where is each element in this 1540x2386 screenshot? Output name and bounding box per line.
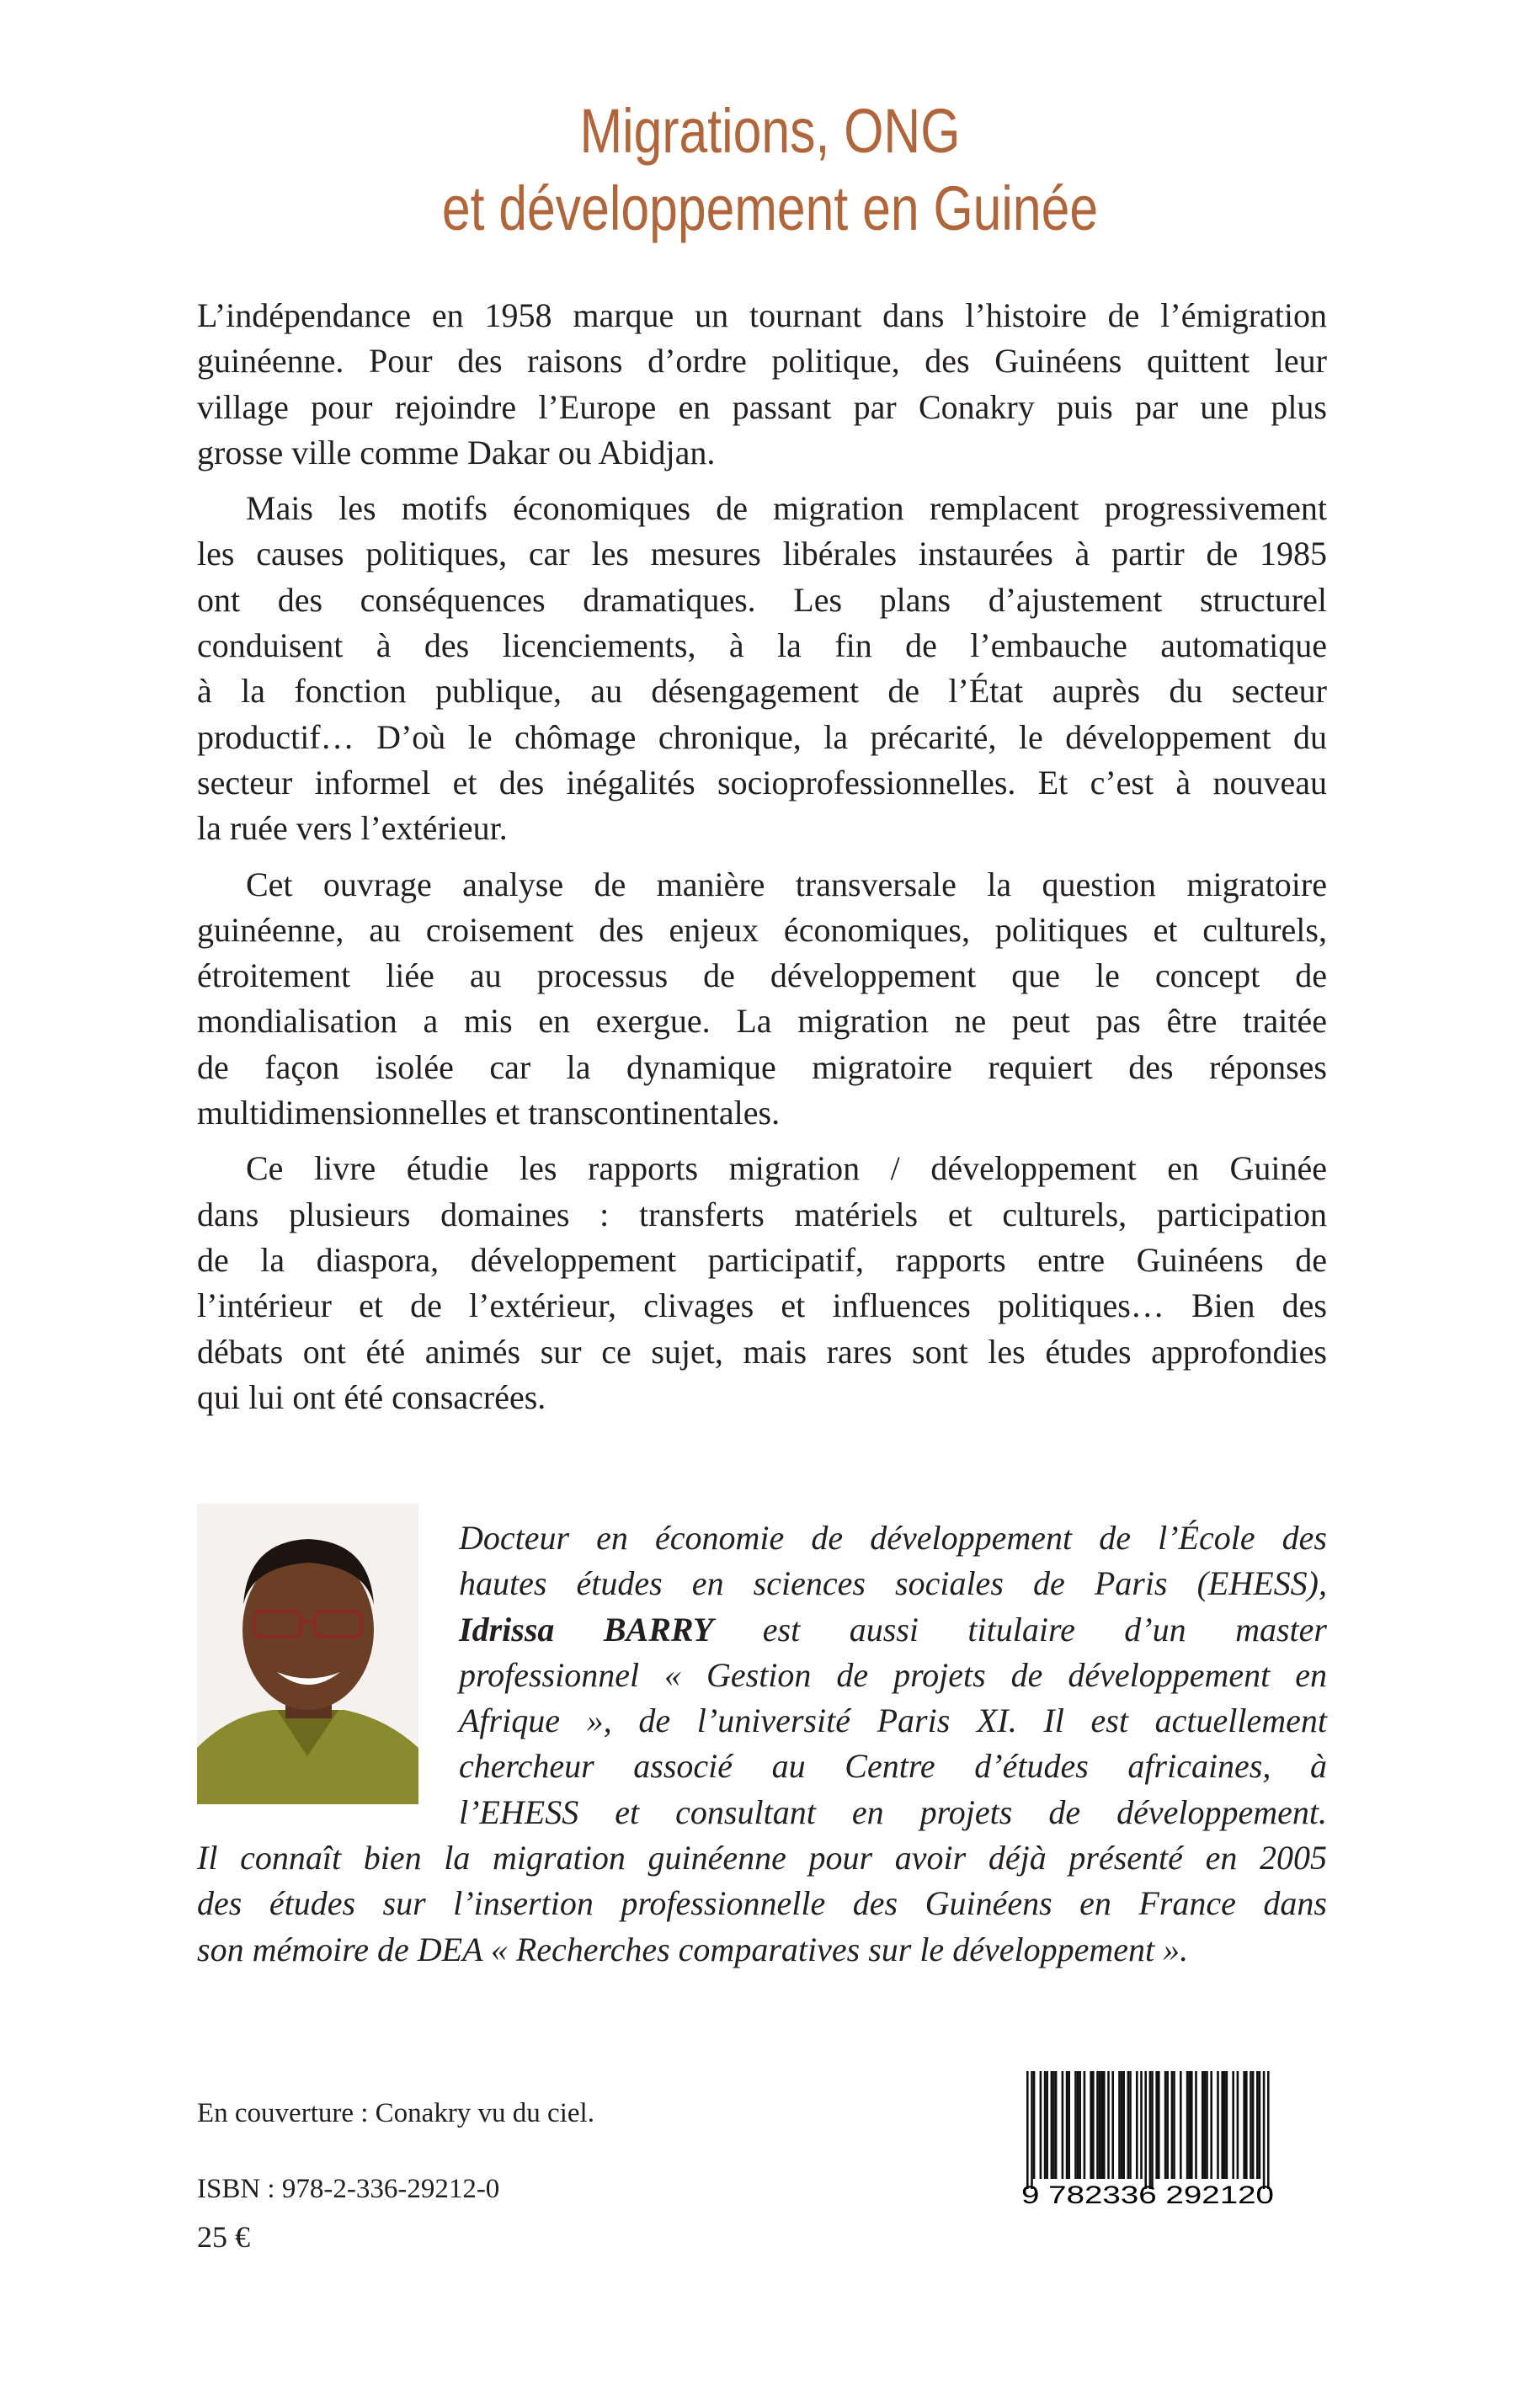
barcode-bar (1084, 2071, 1086, 2179)
barcode-bar (1186, 2071, 1189, 2179)
bio-line: son mémoire de DEA « Recherches comparatives sur le développement ». (197, 1930, 1189, 1968)
isbn-barcode (1018, 2071, 1277, 2206)
text-line: Mais les motifs économiques de migration remplacent progressivement (246, 489, 1327, 528)
barcode-bar (1118, 2071, 1121, 2179)
barcode-bar (1100, 2071, 1103, 2179)
barcode-bar (1127, 2071, 1130, 2179)
text-line: qui lui ont été consacrées. (197, 1377, 546, 1416)
barcode-bar (1202, 2071, 1204, 2179)
barcode-bar (1090, 2071, 1092, 2179)
barcode-bar (1180, 2071, 1182, 2179)
barcode-bar (1204, 2071, 1207, 2179)
barcode-bar (1103, 2071, 1106, 2179)
barcode-bar (1074, 2071, 1077, 2179)
barcode-bar (1062, 2071, 1064, 2179)
bio-line: hautes études en sciences sociales de Paris (EHESS), (459, 1564, 1327, 1603)
barcode-bar (1267, 2071, 1270, 2189)
bio-line: Docteur en économie de développement de l’École des (459, 1519, 1327, 1557)
barcode-bar (1155, 2071, 1158, 2179)
barcode-bar (1111, 2071, 1114, 2179)
text-line: de la diaspora, développement participatif, rapports entre Guinéens de (197, 1240, 1327, 1279)
barcode-bar (1121, 2071, 1123, 2179)
text-line: débats ont été animés sur ce sujet, mais rares sont les études approfondies (197, 1332, 1327, 1371)
text-line: secteur informel et des inégalités socioprofessionnelles. Et c’est à nouveau (197, 763, 1327, 802)
text-line: dans plusieurs domaines : transferts matériels et culturels, participation (197, 1195, 1327, 1233)
barcode-bar (1149, 2071, 1152, 2189)
bio-line: des études sur l’insertion professionnelle des Guinéens en France dans (197, 1884, 1327, 1923)
barcode-bar (1171, 2071, 1174, 2179)
barcode-bar (1046, 2071, 1048, 2179)
barcode-bar (1191, 2071, 1193, 2179)
barcode-bar (1173, 2071, 1175, 2179)
barcode-bar (1052, 2071, 1055, 2179)
barcode-bar (1243, 2071, 1245, 2179)
text-line: mondialisation a mis en exergue. La migration ne peut pas être traitée (197, 1002, 1327, 1041)
title-line-2: et développement en Guinée (441, 173, 1099, 243)
text-line: Cet ouvrage analyse de manière transversale la question migratoire (246, 865, 1327, 903)
barcode-bar (1026, 2071, 1029, 2189)
bio-line: Il connaît bien la migration guinéenne pour avoir déjà présenté en 2005 (197, 1839, 1327, 1877)
text-line: guinéenne, au croisement des enjeux économiques, politiques et culturels, (197, 910, 1327, 949)
text-line: ont des conséquences dramatiques. Les plans d’ajustement structurel (197, 580, 1327, 619)
paragraph (197, 486, 1327, 851)
barcode-bar (1055, 2071, 1058, 2179)
bio-line: l’EHESS et consultant en projets de développement. (459, 1792, 1327, 1831)
barcode-bar (1136, 2071, 1138, 2179)
author-name: Idrissa BARRY (459, 1610, 714, 1648)
barcode-bar (1031, 2071, 1033, 2189)
barcode-bar (1256, 2071, 1259, 2179)
barcode-bar (1077, 2071, 1079, 2179)
barcode-bar (1188, 2071, 1191, 2179)
text-line: l’intérieur et de l’extérieur, clivages et influences politiques… Bien des (197, 1286, 1327, 1325)
barcode-bar (1252, 2071, 1255, 2179)
bio-line: professionnel « Gestion de projets de développement en (459, 1655, 1327, 1694)
text-line: étroitement liée au processus de développement que le concept de (197, 956, 1327, 995)
paragraph (197, 293, 1327, 476)
text-line: village pour rejoindre l’Europe en passant par Conakry puis par une plus (197, 387, 1327, 426)
text-line: conduisent à des licenciements, à la fin de l’embauche automatique (197, 626, 1327, 665)
barcode-bar (1144, 2071, 1147, 2189)
text-line: Ce livre étudie les rapports migration / développement en Guinée (246, 1149, 1327, 1188)
barcode-bar (1033, 2071, 1036, 2179)
author-bio (197, 1515, 1327, 1973)
text-line: guinéenne. Pour des raisons d’ordre politique, des Guinéens quittent leur (197, 342, 1327, 381)
barcode-bar (1226, 2071, 1228, 2179)
barcode-bar (1223, 2071, 1226, 2179)
barcode-bar (1079, 2071, 1081, 2179)
barcode-bar (1164, 2071, 1167, 2179)
book-title (0, 93, 1540, 248)
blurb (197, 293, 1327, 1430)
price: 25 € (197, 2220, 250, 2254)
text-line: à la fonction publique, au désengagement de l’État auprès du secteur (197, 672, 1327, 711)
barcode-bar (1099, 2071, 1101, 2179)
bio-line: chercheur associé au Centre d’études africaines, à (459, 1747, 1327, 1786)
barcode-bar (1237, 2071, 1239, 2179)
barcode-bar (1151, 2071, 1154, 2189)
barcode-bar (1166, 2071, 1169, 2179)
text-line: multidimensionnelles et transcontinentales. (197, 1094, 781, 1132)
bio-line: Afrique », de l’université Paris XI. Il est actuellement (459, 1702, 1327, 1740)
paragraph (197, 862, 1327, 1137)
cover-credit: En couverture : Conakry vu du ciel. (197, 2098, 594, 2128)
barcode-bar (1096, 2071, 1099, 2179)
barcode-bar (1195, 2071, 1197, 2179)
text-line: grosse ville comme Dakar ou Abidjan. (197, 433, 716, 471)
paragraph (197, 1146, 1327, 1420)
barcode-bar (1129, 2071, 1132, 2179)
barcode-bar (1259, 2071, 1261, 2179)
barcode-bar (1140, 2071, 1143, 2179)
barcode-bar (1040, 2071, 1042, 2179)
barcode-bar (1206, 2071, 1208, 2179)
isbn: ISBN : 978-2-336-29212-0 (197, 2174, 500, 2204)
barcode-bar (1092, 2071, 1095, 2179)
barcode-bar (1250, 2071, 1252, 2179)
barcode-bar (1066, 2071, 1068, 2179)
title-line-1: Migrations, ONG (579, 96, 961, 166)
barcode-bar (1245, 2071, 1248, 2179)
barcode-bar (1051, 2071, 1053, 2179)
barcode-bar (1210, 2071, 1212, 2179)
text-line: de façon isolée car la dynamique migratoire requiert des réponses (197, 1047, 1327, 1086)
barcode-bar (1232, 2071, 1234, 2179)
barcode-bar (1068, 2071, 1070, 2179)
barcode-digits: 9 782336 292120 (1021, 2181, 1274, 2206)
text-line: les causes politiques, car les mesures libérales instaurées à partir de 1985 (197, 535, 1327, 573)
barcode-bar (1107, 2071, 1110, 2179)
barcode-bar (1158, 2071, 1160, 2179)
bio-line (197, 1607, 1327, 1653)
text-line: la ruée vers l’extérieur. (197, 809, 508, 848)
barcode-bar (1044, 2071, 1047, 2179)
text-line: productif… D’où le chômage chronique, la précarité, le développement du (197, 717, 1327, 756)
text-line: L’indépendance en 1958 marque un tournant dans l’histoire de l’émigration (197, 296, 1327, 334)
barcode-bar (1217, 2071, 1219, 2179)
bio-text: est aussi titulaire d’un master (713, 1610, 1327, 1648)
barcode-bar (1263, 2071, 1266, 2189)
barcode-bar (1221, 2071, 1223, 2179)
barcode-bar (1122, 2071, 1125, 2179)
